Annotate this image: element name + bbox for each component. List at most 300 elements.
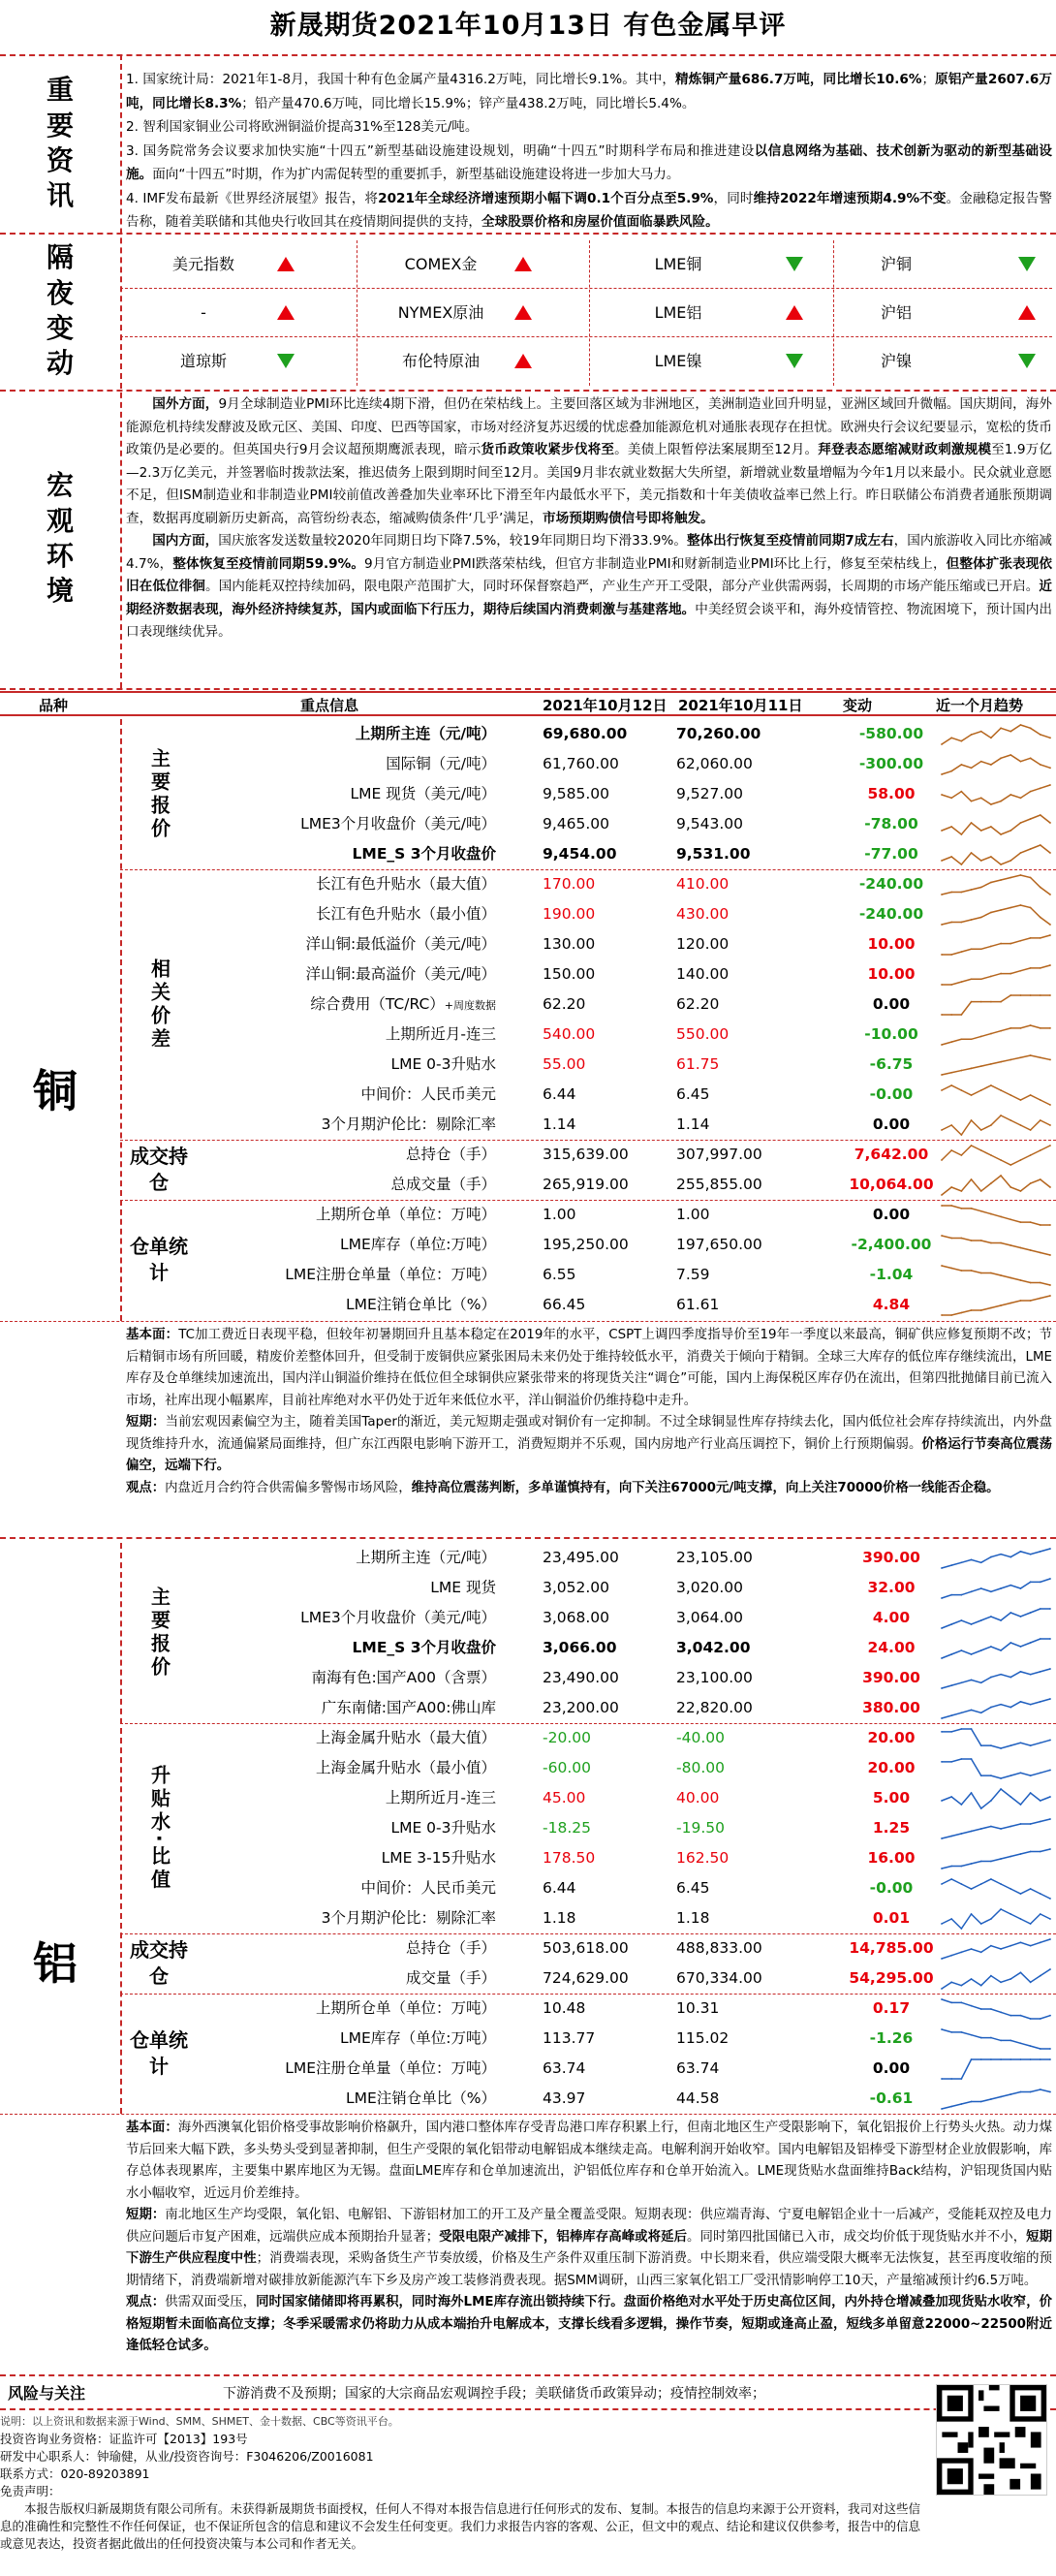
- trend-cell: [938, 1936, 1054, 1962]
- trend-point: [1040, 1821, 1041, 1823]
- value-change: 380.00: [862, 1699, 920, 1716]
- value-today: -18.25: [543, 1819, 591, 1837]
- trend-point: [960, 892, 962, 894]
- trend-point: [1009, 1826, 1011, 1828]
- value-today: 9,585.00: [543, 785, 610, 802]
- text-run: 以信息网络为基础、技术创新为驱动的新型基础设施。: [126, 142, 1052, 182]
- trend-point: [1030, 1823, 1032, 1825]
- trend-point: [1009, 1303, 1011, 1304]
- trend-point: [980, 2101, 982, 2103]
- footer-line: 说明：以上资讯和数据来源于Wind、SMM、SHMET、金十数据、CBC等资讯平台。: [0, 2415, 399, 2428]
- down-arrow-icon: [277, 354, 295, 369]
- trend-point: [971, 948, 973, 950]
- trend-point: [1009, 1027, 1011, 1029]
- value-prev: 62.20: [676, 995, 720, 1013]
- trend-point: [971, 2101, 973, 2103]
- text-run: 短期：: [126, 1415, 166, 1429]
- trend-point: [1000, 801, 1002, 802]
- trend-point: [1020, 2091, 1022, 2093]
- news-list: [126, 68, 1052, 235]
- aluminum-label: 铝: [33, 1937, 78, 1990]
- trend-point: [1000, 1908, 1002, 1910]
- trend-sparkline: [938, 1876, 1054, 1901]
- row-label: LME库存（单位:万吨）: [339, 1236, 496, 1253]
- trend-point: [1020, 970, 1022, 972]
- trend-line: [942, 1176, 1050, 1195]
- value-change: -0.00: [869, 1085, 914, 1103]
- trend-point: [1000, 864, 1002, 865]
- trend-point: [1040, 1149, 1041, 1151]
- row-label: 长江有色升贴水（最小值）: [315, 905, 496, 923]
- trend-point: [941, 1044, 943, 1046]
- trend-point: [971, 1710, 973, 1712]
- trend-point: [950, 984, 952, 986]
- text-run: 。同时第四批国储已入市，成交均价低于现货贴水并不小，: [687, 2229, 1027, 2245]
- footer: [0, 2413, 1056, 2553]
- value-change: -240.00: [858, 875, 924, 893]
- value-prev: 61.61: [676, 1296, 720, 1313]
- paragraph: [126, 2118, 1052, 2205]
- trend-point: [960, 1190, 962, 1192]
- overnight-item-name: 布伦特原油: [401, 352, 480, 370]
- trend-point: [980, 1561, 982, 1563]
- trend-point: [1040, 1772, 1041, 1774]
- trend-cell: [938, 1293, 1054, 1318]
- trend-point: [950, 797, 952, 799]
- trend-point: [960, 764, 962, 766]
- trend-point: [1000, 757, 1002, 759]
- trend-point: [971, 767, 973, 769]
- trend-point: [1049, 1848, 1051, 1850]
- trend-sparkline: [938, 1816, 1054, 1841]
- trend-point: [1020, 1587, 1022, 1589]
- trend-point: [1009, 1164, 1011, 1166]
- trend-point: [1020, 1616, 1022, 1618]
- trend-point: [1030, 1792, 1032, 1794]
- trend-point: [1040, 1913, 1041, 1915]
- trend-point: [971, 1978, 973, 1980]
- data-row: [126, 1813, 1056, 1843]
- grid-line: [0, 1321, 1056, 1322]
- up-arrow-icon: [514, 305, 532, 321]
- trend-point: [941, 984, 943, 986]
- value-today: 130.00: [543, 935, 596, 953]
- trend-point: [1009, 907, 1011, 909]
- trend-point: [1009, 1775, 1011, 1776]
- trend-point: [990, 737, 992, 738]
- data-row: [126, 1663, 1056, 1693]
- up-arrow-icon: [514, 257, 532, 271]
- trend-point: [990, 1213, 992, 1215]
- text-run: 1. 国家统计局：2021年1-8月，我国十种有色金属产量4316.2万吨，同比增长9.1%。其中，: [126, 72, 676, 87]
- trend-point: [1049, 1059, 1051, 1061]
- value-today: -20.00: [543, 1729, 591, 1746]
- trend-point: [980, 1828, 982, 1830]
- trend-point: [1000, 1587, 1002, 1589]
- trend-sparkline: [938, 1636, 1054, 1661]
- trend-cell: [938, 1203, 1054, 1228]
- value-prev: 120.00: [676, 935, 730, 953]
- trend-point: [1000, 1001, 1002, 1003]
- trend-point: [971, 734, 973, 736]
- trend-point: [971, 1240, 973, 1241]
- trend-point: [941, 1958, 943, 1960]
- data-row: [126, 1050, 1056, 1080]
- row-note: +周度数据: [444, 999, 496, 1012]
- trend-point: [1040, 1941, 1041, 1943]
- header-variety: 品种: [39, 697, 69, 714]
- trend-point: [990, 1242, 992, 1244]
- trend-line: [942, 725, 1050, 744]
- row-label: 总成交量（手）: [390, 1176, 496, 1193]
- trend-cell: [938, 1263, 1054, 1288]
- trend-point: [1049, 737, 1051, 738]
- trend-line: [942, 1789, 1050, 1808]
- analysis-text: [126, 2118, 1052, 2358]
- label-char: 隔: [46, 241, 74, 274]
- label-char: 宏: [46, 469, 74, 502]
- value-prev: 62,060.00: [676, 755, 753, 772]
- trend-point: [960, 1758, 962, 1760]
- value-change: 0.01: [872, 1909, 911, 1927]
- value-change: -0.00: [869, 1879, 914, 1897]
- trend-cell: [938, 1966, 1054, 1992]
- trend-point: [1049, 1027, 1051, 1029]
- trend-sparkline: [938, 1666, 1054, 1691]
- trend-point: [1009, 1796, 1011, 1798]
- trend-line: [942, 875, 1050, 895]
- value-prev: 44.58: [676, 2089, 720, 2107]
- trend-point: [1020, 797, 1022, 799]
- trend-cell: [938, 872, 1054, 897]
- data-row: [126, 1633, 1056, 1663]
- trend-point: [960, 1312, 962, 1314]
- up-arrow-icon: [514, 354, 532, 368]
- trend-point: [980, 1649, 982, 1651]
- data-row: [126, 1110, 1056, 1140]
- trend-cell: [938, 722, 1054, 747]
- trend-sparkline: [938, 1083, 1054, 1108]
- label-char: 讯: [46, 179, 74, 212]
- trend-point: [980, 1985, 982, 1987]
- trend-line: [942, 1549, 1050, 1568]
- trend-point: [1049, 784, 1051, 786]
- trend-point: [1040, 1099, 1041, 1101]
- trend-point: [1030, 1775, 1032, 1776]
- trend-point: [1040, 1027, 1041, 1029]
- trend-point: [1000, 1948, 1002, 1950]
- trend-point: [960, 1594, 962, 1596]
- data-row: [126, 1963, 1056, 1994]
- trend-point: [1009, 1913, 1011, 1915]
- value-prev: 9,527.00: [676, 785, 744, 802]
- trend-point: [1009, 754, 1011, 756]
- overnight-item-name: LME铝: [654, 303, 702, 322]
- trend-point: [1030, 907, 1032, 909]
- trend-point: [1020, 1646, 1022, 1648]
- trend-point: [950, 892, 952, 894]
- text-run: 但整体扩张表现依旧在低位徘徊: [126, 555, 1052, 594]
- trend-point: [1000, 1649, 1002, 1651]
- trend-point: [980, 1861, 982, 1863]
- value-today: 265,919.00: [543, 1176, 629, 1193]
- trend-point: [1049, 1818, 1051, 1820]
- trend-point: [1049, 1295, 1051, 1297]
- trend-point: [1040, 967, 1041, 969]
- data-row: [126, 839, 1056, 869]
- value-change: 10.00: [867, 965, 916, 983]
- macro-section-label: [0, 390, 120, 688]
- trend-point: [1000, 1061, 1002, 1063]
- trend-sparkline: [938, 1022, 1054, 1048]
- value-change: 5.00: [872, 1789, 911, 1806]
- data-row: [126, 1543, 1056, 1573]
- trend-line: [942, 1909, 1050, 1929]
- label-char: 境: [46, 575, 74, 608]
- trend-point: [990, 1861, 992, 1863]
- row-label: 中间价：人民币美元: [360, 1085, 496, 1103]
- trend-point: [950, 1564, 952, 1566]
- trend-point: [950, 1623, 952, 1625]
- trend-point: [1020, 994, 1022, 996]
- trend-line: [942, 1849, 1050, 1869]
- text-run: 国外方面，: [152, 396, 219, 412]
- trend-point: [1040, 917, 1041, 919]
- trend-point: [1020, 874, 1022, 876]
- trend-point: [1020, 1742, 1022, 1744]
- data-row: [126, 1783, 1056, 1813]
- row-label: LME3个月收盘价（美元/吨）: [300, 815, 496, 832]
- trend-point: [960, 1928, 962, 1930]
- trend-point: [941, 1567, 943, 1569]
- trend-cell: [938, 1173, 1054, 1198]
- trend-point: [990, 1646, 992, 1648]
- paragraph: [126, 1325, 1052, 1412]
- trend-point: [1000, 727, 1002, 729]
- trend-point: [1030, 1300, 1032, 1302]
- trend-point: [1000, 1858, 1002, 1860]
- trend-cell: [938, 1876, 1054, 1901]
- data-row: [126, 1603, 1056, 1633]
- row-label: 国际铜（元/吨）: [386, 755, 496, 772]
- up-arrow-icon: [277, 305, 295, 321]
- trend-point: [990, 1707, 992, 1709]
- trend-cell: [938, 992, 1054, 1018]
- value-today: 9,465.00: [543, 815, 610, 832]
- trend-point: [971, 919, 973, 921]
- trend-line: [942, 1025, 1050, 1045]
- down-arrow-icon: [786, 257, 803, 272]
- row-label: 上期所近月-连三: [385, 1789, 496, 1806]
- down-arrow-icon: [786, 354, 803, 368]
- trend-point: [960, 1619, 962, 1621]
- paragraph: [126, 1412, 1052, 1478]
- trend-point: [971, 1831, 973, 1833]
- trend-point: [1009, 1119, 1011, 1121]
- value-today: 315,639.00: [543, 1146, 629, 1163]
- footer-line: 投资咨询业务资格：证监许可【2013】193号: [0, 2432, 248, 2446]
- trend-point: [1000, 1089, 1002, 1091]
- group-label-text: 仓单统计: [130, 2028, 188, 2078]
- header-change: 变动: [843, 697, 873, 714]
- trend-cell: [938, 1143, 1054, 1168]
- trend-point: [1020, 1671, 1022, 1673]
- trend-point: [950, 1594, 952, 1596]
- value-prev: 9,543.00: [676, 815, 744, 832]
- trend-point: [1040, 887, 1041, 889]
- trend-point: [1040, 764, 1041, 766]
- trend-sparkline: [938, 1786, 1054, 1811]
- data-row: [126, 1140, 1056, 1170]
- trend-point: [990, 2008, 992, 2010]
- trend-line: [942, 1939, 1050, 1959]
- trend-point: [1000, 1159, 1002, 1161]
- value-change: -1.26: [869, 2029, 914, 2047]
- trend-cell: [938, 1696, 1054, 1721]
- trend-point: [941, 1998, 943, 2000]
- trend-point: [950, 2106, 952, 2108]
- header-trend: 近一个月趋势: [936, 697, 1024, 714]
- risk-label: 风险与关注: [8, 2384, 86, 2403]
- value-prev: 1.00: [676, 1206, 710, 1223]
- value-prev: 70,260.00: [676, 725, 761, 742]
- trend-line: [942, 1206, 1050, 1225]
- paragraph: [126, 68, 1052, 115]
- trend-point: [941, 1205, 943, 1207]
- trend-point: [980, 917, 982, 919]
- trend-point: [1040, 2058, 1041, 2060]
- trend-point: [971, 822, 973, 824]
- data-row: [126, 719, 1056, 749]
- trend-point: [1009, 994, 1011, 996]
- trend-line: [942, 935, 1050, 955]
- overnight-item-name: LME铜: [654, 255, 702, 273]
- trend-sparkline: [938, 1576, 1054, 1601]
- trend-point: [990, 2037, 992, 2039]
- trend-sparkline: [938, 842, 1054, 867]
- trend-point: [1030, 2058, 1032, 2060]
- trend-sparkline: [938, 1606, 1054, 1631]
- value-change: 10.00: [867, 935, 916, 953]
- trend-point: [1040, 734, 1041, 736]
- trend-point: [1009, 1218, 1011, 1220]
- value-change: 7,642.00: [854, 1146, 929, 1163]
- trend-cell: [938, 842, 1054, 867]
- trend-point: [1009, 1744, 1011, 1746]
- value-prev: 140.00: [676, 965, 730, 983]
- trend-point: [980, 2008, 982, 2010]
- trend-line: [942, 1639, 1050, 1658]
- value-today: 69,680.00: [543, 725, 628, 742]
- trend-point: [990, 1556, 992, 1558]
- trend-point: [1020, 822, 1022, 824]
- trend-point: [1030, 2045, 1032, 2047]
- trend-point: [941, 860, 943, 862]
- value-prev: 3,064.00: [676, 1609, 744, 1626]
- trend-point: [1020, 2042, 1022, 2044]
- trend-point: [960, 791, 962, 793]
- trend-line: [942, 1879, 1050, 1899]
- trend-point: [1000, 2011, 1002, 2013]
- text-run: 国内方面，: [152, 533, 219, 549]
- value-change: -10.00: [864, 1025, 918, 1043]
- trend-point: [1030, 1581, 1032, 1583]
- row-label: LME注销仓单比（%）: [345, 2089, 496, 2107]
- trend-point: [1049, 1186, 1051, 1188]
- down-arrow-icon: [1018, 257, 1036, 272]
- trend-sparkline: [938, 962, 1054, 988]
- trend-point: [1000, 1554, 1002, 1555]
- value-prev: 550.00: [676, 1025, 730, 1043]
- row-label: 广东南储:国产A00:佛山库: [321, 1699, 496, 1716]
- value-change: -2,400.00: [851, 1236, 932, 1253]
- up-arrow-icon: [1018, 305, 1036, 320]
- data-row: [126, 1723, 1056, 1753]
- trend-sparkline: [938, 1233, 1054, 1258]
- trend-point: [971, 1913, 973, 1915]
- value-today: 23,490.00: [543, 1669, 619, 1686]
- trend-sparkline: [938, 902, 1054, 927]
- data-row: [126, 1170, 1056, 1200]
- trend-point: [971, 889, 973, 891]
- trend-point: [950, 737, 952, 738]
- trend-point: [960, 1866, 962, 1868]
- trend-point: [941, 1014, 943, 1016]
- trend-point: [950, 1878, 952, 1880]
- trend-point: [971, 1038, 973, 1040]
- trend-point: [950, 2078, 952, 2080]
- trend-point: [1040, 994, 1041, 996]
- trend-line: [942, 1999, 1050, 2019]
- trend-point: [990, 764, 992, 766]
- row-label: LME注册仓单量（单位：万吨）: [285, 2059, 496, 2077]
- trend-point: [960, 1089, 962, 1091]
- trend-point: [1049, 1968, 1051, 1970]
- value-today: 1.14: [543, 1115, 576, 1133]
- trend-sparkline: [938, 992, 1054, 1018]
- text-run: 内盘近月合约符合供需偏多警惕市场风险，: [165, 1480, 412, 1495]
- trend-line: [942, 1236, 1050, 1255]
- trend-point: [1009, 1856, 1011, 1858]
- trend-point: [941, 1627, 943, 1629]
- row-label: 上期所主连（元/吨）: [355, 725, 496, 742]
- trend-point: [980, 761, 982, 763]
- trend-point: [950, 1955, 952, 1957]
- trend-point: [960, 1134, 962, 1136]
- footer-line: 研发中心职系人：钟瑜健，从业/投资咨询号：F3046206/Z0016081: [0, 2449, 374, 2464]
- trend-point: [941, 1923, 943, 1925]
- trend-point: [941, 830, 943, 832]
- up-arrow-icon: [514, 305, 532, 320]
- trend-point: [980, 1951, 982, 1953]
- trend-point: [1000, 1788, 1002, 1790]
- trend-point: [1009, 1978, 1011, 1980]
- text-run: 观点：: [126, 1480, 166, 1495]
- trend-point: [980, 1681, 982, 1683]
- row-label: LME 0-3升贴水: [390, 1055, 496, 1073]
- trend-point: [980, 1065, 982, 1067]
- trend-point: [1040, 1282, 1041, 1284]
- value-prev: 61.75: [676, 1055, 720, 1073]
- trend-cell: [938, 2087, 1054, 2112]
- trend-point: [980, 860, 982, 862]
- trend-point: [950, 770, 952, 772]
- overnight-item-name: 道琼斯: [179, 352, 227, 370]
- trend-point: [1030, 1704, 1032, 1706]
- trend-point: [971, 1888, 973, 1890]
- trend-point: [1040, 844, 1041, 846]
- trend-point: [990, 1744, 992, 1746]
